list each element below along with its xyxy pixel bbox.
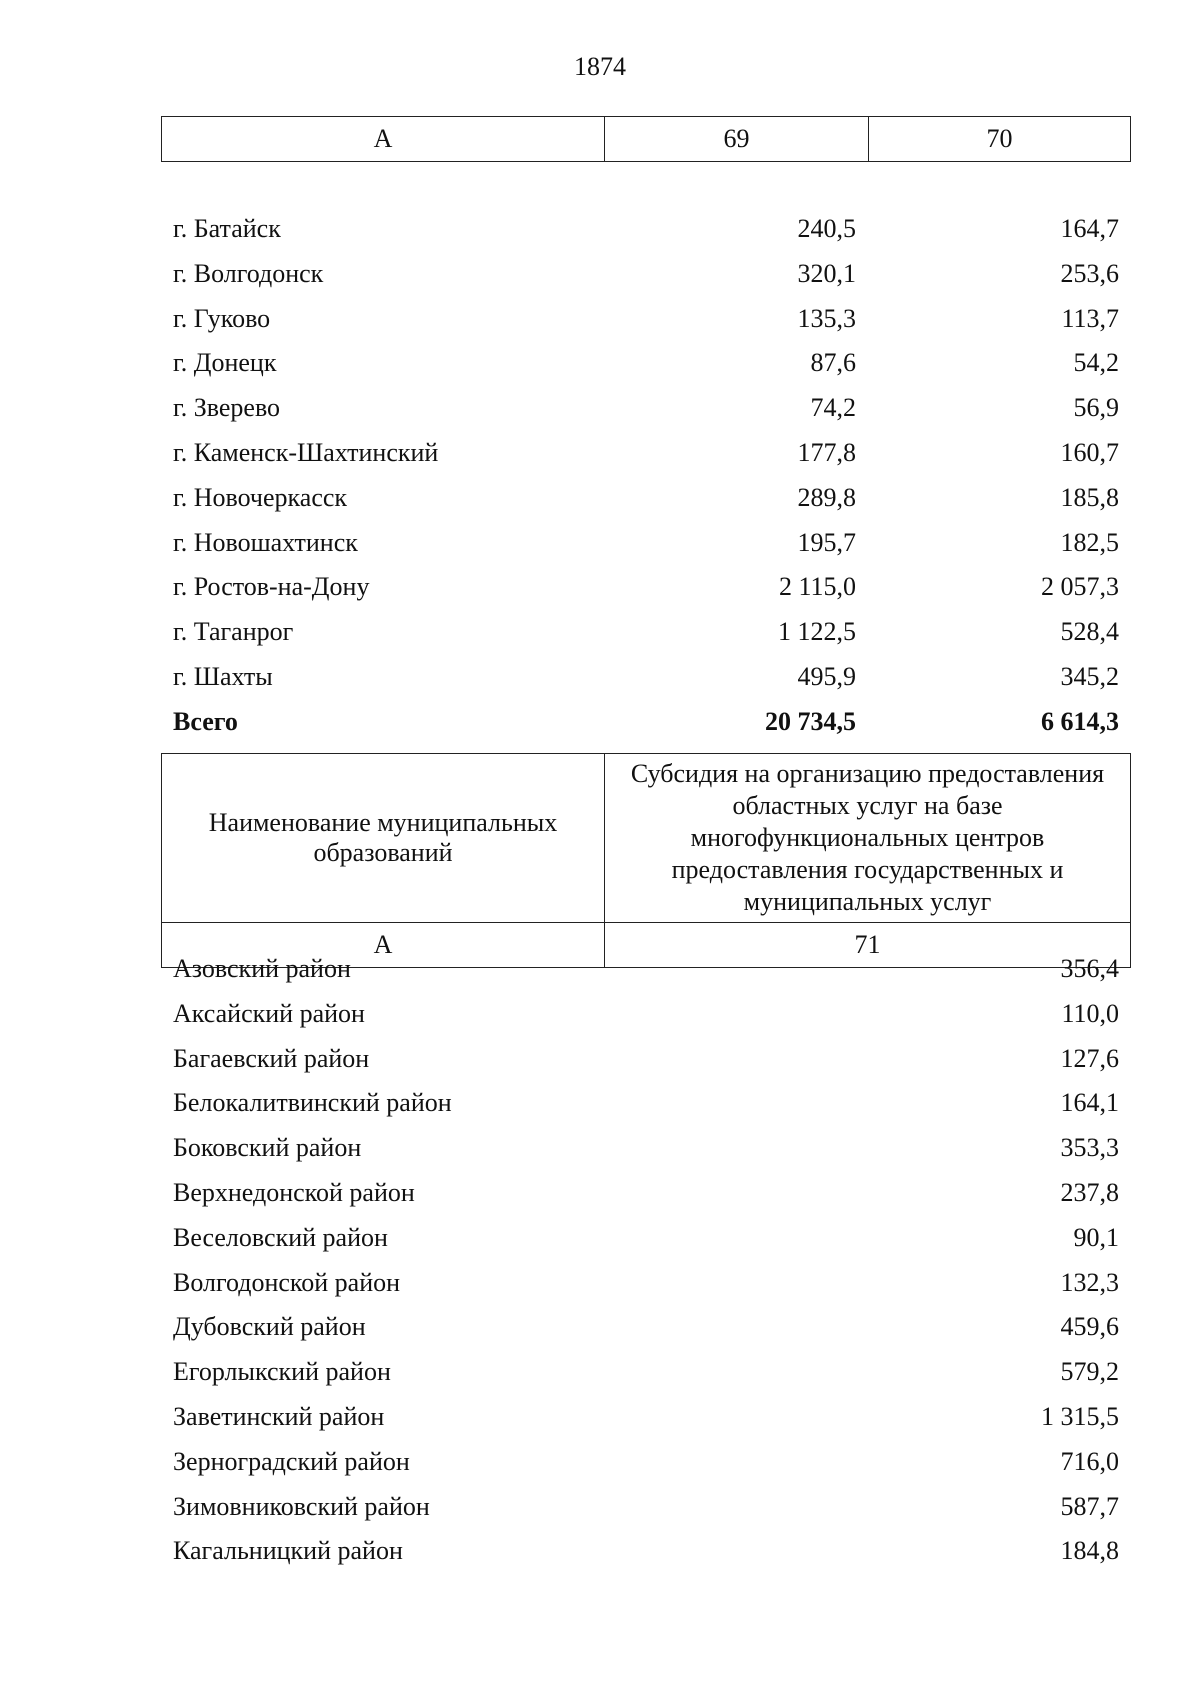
value-col-70: 113,7 <box>1061 303 1119 333</box>
table-row <box>161 1441 1130 1486</box>
value-col-70: 185,8 <box>1060 482 1119 512</box>
table-row <box>161 477 1130 522</box>
value-col-71: 184,8 <box>1060 1536 1119 1566</box>
municipality-name: г. Зверево <box>173 393 281 423</box>
total-col-69: 20 734,5 <box>765 706 856 736</box>
municipality-name: Боковский район <box>173 1133 362 1163</box>
value-col-71: 579,2 <box>1060 1357 1119 1387</box>
table-row <box>161 208 1130 253</box>
header-col-70: 70 <box>869 117 1131 162</box>
table-row <box>161 1306 1130 1351</box>
table-row <box>161 1038 1130 1083</box>
value-col-71: 459,6 <box>1060 1312 1119 1342</box>
municipality-name: г. Шахты <box>173 661 273 691</box>
table-row <box>161 1217 1130 1262</box>
table-row <box>161 522 1130 567</box>
municipality-name: г. Таганрог <box>173 617 294 647</box>
municipality-name: Зерноградский район <box>173 1446 410 1476</box>
municipality-name: Веселовский район <box>173 1222 388 1252</box>
value-col-71: 132,3 <box>1060 1267 1119 1297</box>
table-row <box>161 1396 1130 1441</box>
value-col-69: 2 115,0 <box>778 572 856 602</box>
total-col-70: 6 614,3 <box>1041 706 1119 736</box>
total-row <box>161 701 1130 746</box>
total-label: Всего <box>173 706 238 736</box>
table-row <box>161 1486 1130 1531</box>
subsidy-column-header <box>161 753 1131 968</box>
value-col-70: 182,5 <box>1060 527 1119 557</box>
municipality-name: г. Батайск <box>173 214 281 243</box>
header-col-71: 71 <box>605 923 1131 968</box>
value-col-69: 87,6 <box>810 348 856 378</box>
table-row <box>161 1082 1130 1127</box>
value-col-71: 127,6 <box>1060 1043 1119 1073</box>
value-col-71: 587,7 <box>1060 1491 1119 1521</box>
municipality-name: г. Ростов-на-Дону <box>173 572 370 602</box>
header-col-a: А <box>162 923 605 968</box>
value-col-69: 195,7 <box>797 527 856 557</box>
value-col-69: 495,9 <box>797 661 856 691</box>
municipality-name: Белокалитвинский район <box>173 1088 452 1118</box>
table-row <box>161 298 1130 343</box>
table-row <box>161 253 1130 298</box>
municipality-name: г. Новошахтинск <box>173 527 358 557</box>
header-col-a: А <box>162 117 605 162</box>
value-col-70: 54,2 <box>1073 348 1119 378</box>
table-row <box>161 1262 1130 1307</box>
municipality-name: Кагальницкий район <box>173 1536 403 1566</box>
table-row <box>161 566 1130 611</box>
value-col-71: 237,8 <box>1060 1177 1119 1207</box>
table-row <box>161 993 1130 1038</box>
municipality-name: Волгодонской район <box>173 1267 401 1297</box>
municipality-name: Дубовский район <box>173 1312 366 1342</box>
value-col-71: 164,1 <box>1060 1088 1119 1118</box>
value-col-69: 240,5 <box>797 214 856 243</box>
table-row <box>161 432 1130 477</box>
table-row <box>161 948 1130 993</box>
value-col-71: 1 315,5 <box>1041 1401 1119 1431</box>
municipality-name: г. Гуково <box>173 303 271 333</box>
municipality-name: Аксайский район <box>173 998 365 1028</box>
value-col-70: 160,7 <box>1060 437 1119 467</box>
municipality-name: Азовский район <box>173 954 351 983</box>
value-col-71: 353,3 <box>1060 1133 1119 1163</box>
municipality-name: Багаевский район <box>173 1043 370 1073</box>
municipality-name: г. Новочеркасск <box>173 482 348 512</box>
value-col-69: 289,8 <box>797 482 856 512</box>
value-col-69: 74,2 <box>810 393 856 423</box>
value-col-71: 110,0 <box>1061 998 1119 1028</box>
value-col-69: 135,3 <box>797 303 856 333</box>
value-col-69: 320,1 <box>797 258 856 288</box>
value-col-69: 177,8 <box>797 437 856 467</box>
table-row <box>161 1351 1130 1396</box>
header-col-69: 69 <box>605 117 869 162</box>
table-row <box>161 1172 1130 1217</box>
header-municipality-name: Наименование муниципальных образований <box>162 754 605 923</box>
table-row <box>161 1127 1130 1172</box>
table-row <box>161 1530 1130 1575</box>
value-col-70: 528,4 <box>1060 617 1119 647</box>
table-row <box>161 342 1130 387</box>
value-col-69: 1 122,5 <box>778 617 856 647</box>
value-col-71: 356,4 <box>1060 954 1119 983</box>
value-col-71: 716,0 <box>1060 1446 1119 1476</box>
districts-table-body <box>161 948 1130 1575</box>
table-row <box>161 387 1130 432</box>
value-col-70: 345,2 <box>1060 661 1119 691</box>
municipality-name: г. Волгодонск <box>173 258 324 288</box>
value-col-70: 164,7 <box>1060 214 1119 243</box>
cities-table-body <box>161 208 1130 746</box>
table-row <box>161 656 1130 701</box>
value-col-71: 90,1 <box>1073 1222 1119 1252</box>
municipality-name: Заветинский район <box>173 1401 385 1431</box>
page-number: 1874 <box>574 52 626 81</box>
value-col-70: 2 057,3 <box>1041 572 1119 602</box>
municipality-name: Зимовниковский район <box>173 1491 430 1521</box>
value-col-70: 253,6 <box>1060 258 1119 288</box>
top-column-header <box>161 116 1131 162</box>
value-col-70: 56,9 <box>1073 393 1119 423</box>
municipality-name: г. Каменск-Шахтинский <box>173 437 439 467</box>
table-row <box>161 611 1130 656</box>
header-subsidy-description: Субсидия на организацию предоставления областных услуг на базе многофункциональных центров предоставления государственных и муниципальных услуг <box>605 754 1131 923</box>
municipality-name: Верхнедонской район <box>173 1177 415 1207</box>
municipality-name: Егорлыкский район <box>173 1357 391 1387</box>
municipality-name: г. Донецк <box>173 348 277 378</box>
